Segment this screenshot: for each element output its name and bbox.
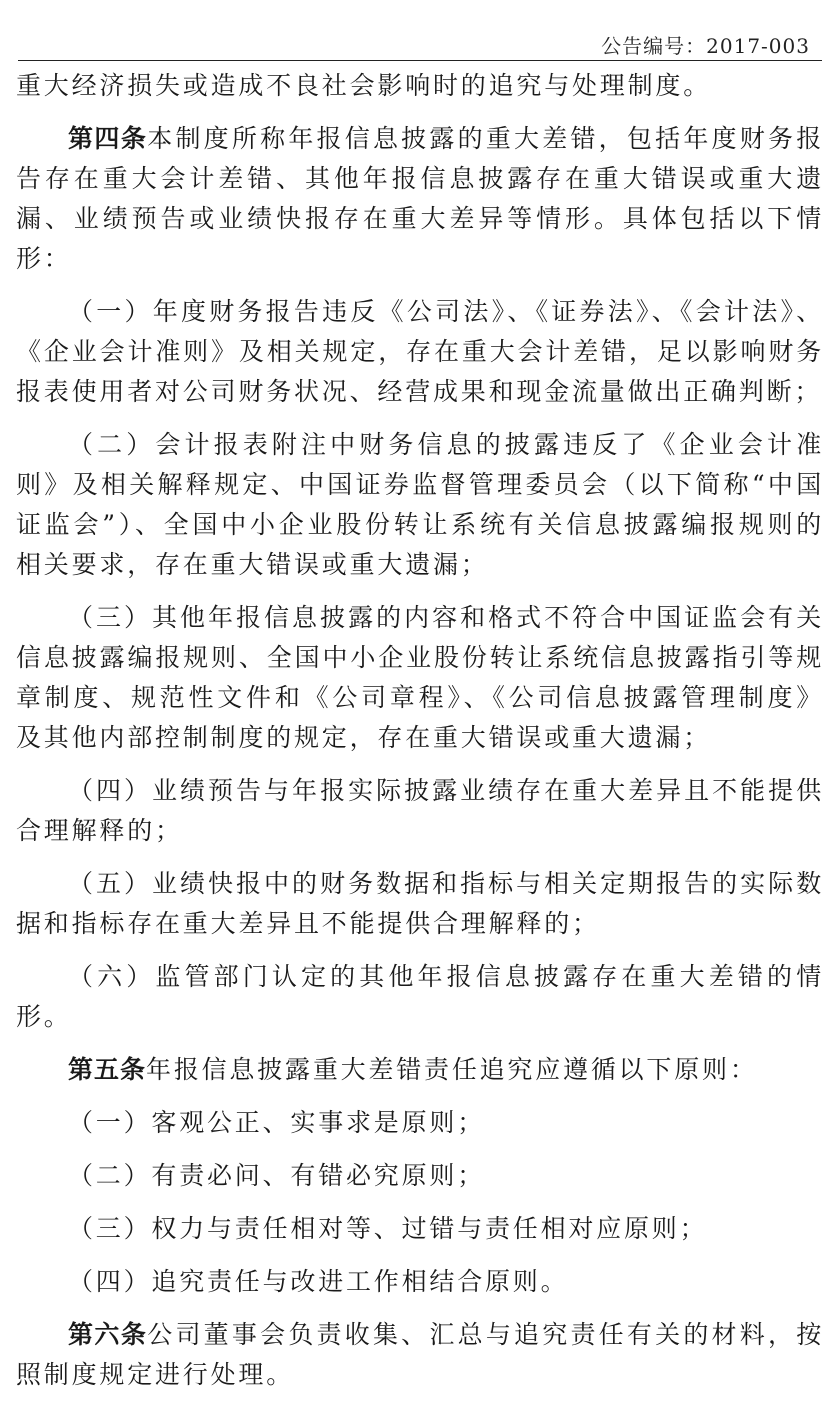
- paragraph-text: （四）业绩预告与年报实际披露业绩存在重大差异且不能提供合理解释的；: [16, 776, 824, 845]
- list-item: [16, 1262, 824, 1302]
- list-item: [16, 771, 824, 851]
- header-divider: [18, 60, 822, 61]
- announcement-number: 公告编号：2017-003: [601, 34, 810, 58]
- article-5: [16, 1050, 824, 1090]
- paragraph-text: （四）追究责任与改进工作相结合原则。: [68, 1267, 569, 1296]
- paragraph-continuation: [16, 66, 824, 106]
- paragraph-text: （一）客观公正、实事求是原则；: [68, 1108, 486, 1137]
- article-4: [16, 119, 824, 279]
- paragraph-text: （二）有责必问、有错必究原则；: [68, 1161, 486, 1190]
- list-item: [16, 1103, 824, 1143]
- paragraph-text: （五）业绩快报中的财务数据和指标与相关定期报告的实际数据和指标存在重大差异且不能提供合理解释的；: [16, 869, 824, 938]
- article-heading: 第六条: [68, 1320, 148, 1349]
- paragraph-text: （二）会计报表附注中财务信息的披露违反了《企业会计准则》及相关解释规定、中国证券监督管理委员会（以下简称“中国证监会”）、全国中小企业股份转让系统有关信息披露编报规则的相关要求，存在重大错误或重大遗漏；: [16, 430, 824, 579]
- list-item: [16, 957, 824, 1037]
- list-item: [16, 1156, 824, 1196]
- article-heading: 第四条: [68, 124, 148, 153]
- paragraph-text: 年报信息披露重大差错责任追究应遵循以下原则：: [146, 1055, 758, 1084]
- article-6: [16, 1315, 824, 1395]
- paragraph-text: 本制度所称年报信息披露的重大差错，包括年度财务报告存在重大会计差错、其他年报信息披露存在重大错误或重大遗漏、业绩预告或业绩快报存在重大差异等情形。具体包括以下情形：: [16, 124, 824, 273]
- list-item: [16, 1209, 824, 1249]
- paragraph-text: （三）其他年报信息披露的内容和格式不符合中国证监会有关信息披露编报规则、全国中小企业股份转让系统信息披露指引等规章制度、规范性文件和《公司章程》、《公司信息披露管理制度》及其他内部控制制度的规定，存在重大错误或重大遗漏；: [16, 603, 824, 752]
- list-item: [16, 598, 824, 758]
- paragraph-text: 重大经济损失或造成不良社会影响时的追究与处理制度。: [16, 71, 712, 100]
- document-body: [16, 66, 824, 1408]
- list-item: [16, 292, 824, 412]
- paragraph-text: （六）监管部门认定的其他年报信息披露存在重大差错的情形。: [16, 962, 824, 1031]
- list-item: [16, 864, 824, 944]
- paragraph-text: （一）年度财务报告违反《公司法》、《证券法》、《会计法》、《企业会计准则》及相关规定，存在重大会计差错，足以影响财务报表使用者对公司财务状况、经营成果和现金流量做出正确判断；: [16, 297, 824, 406]
- article-heading: 第五条: [68, 1055, 147, 1084]
- paragraph-text: （三）权力与责任相对等、过错与责任相对应原则；: [68, 1214, 708, 1243]
- list-item: [16, 425, 824, 585]
- paragraph-text: 公司董事会负责收集、汇总与追究责任有关的材料，按照制度规定进行处理。: [16, 1320, 824, 1389]
